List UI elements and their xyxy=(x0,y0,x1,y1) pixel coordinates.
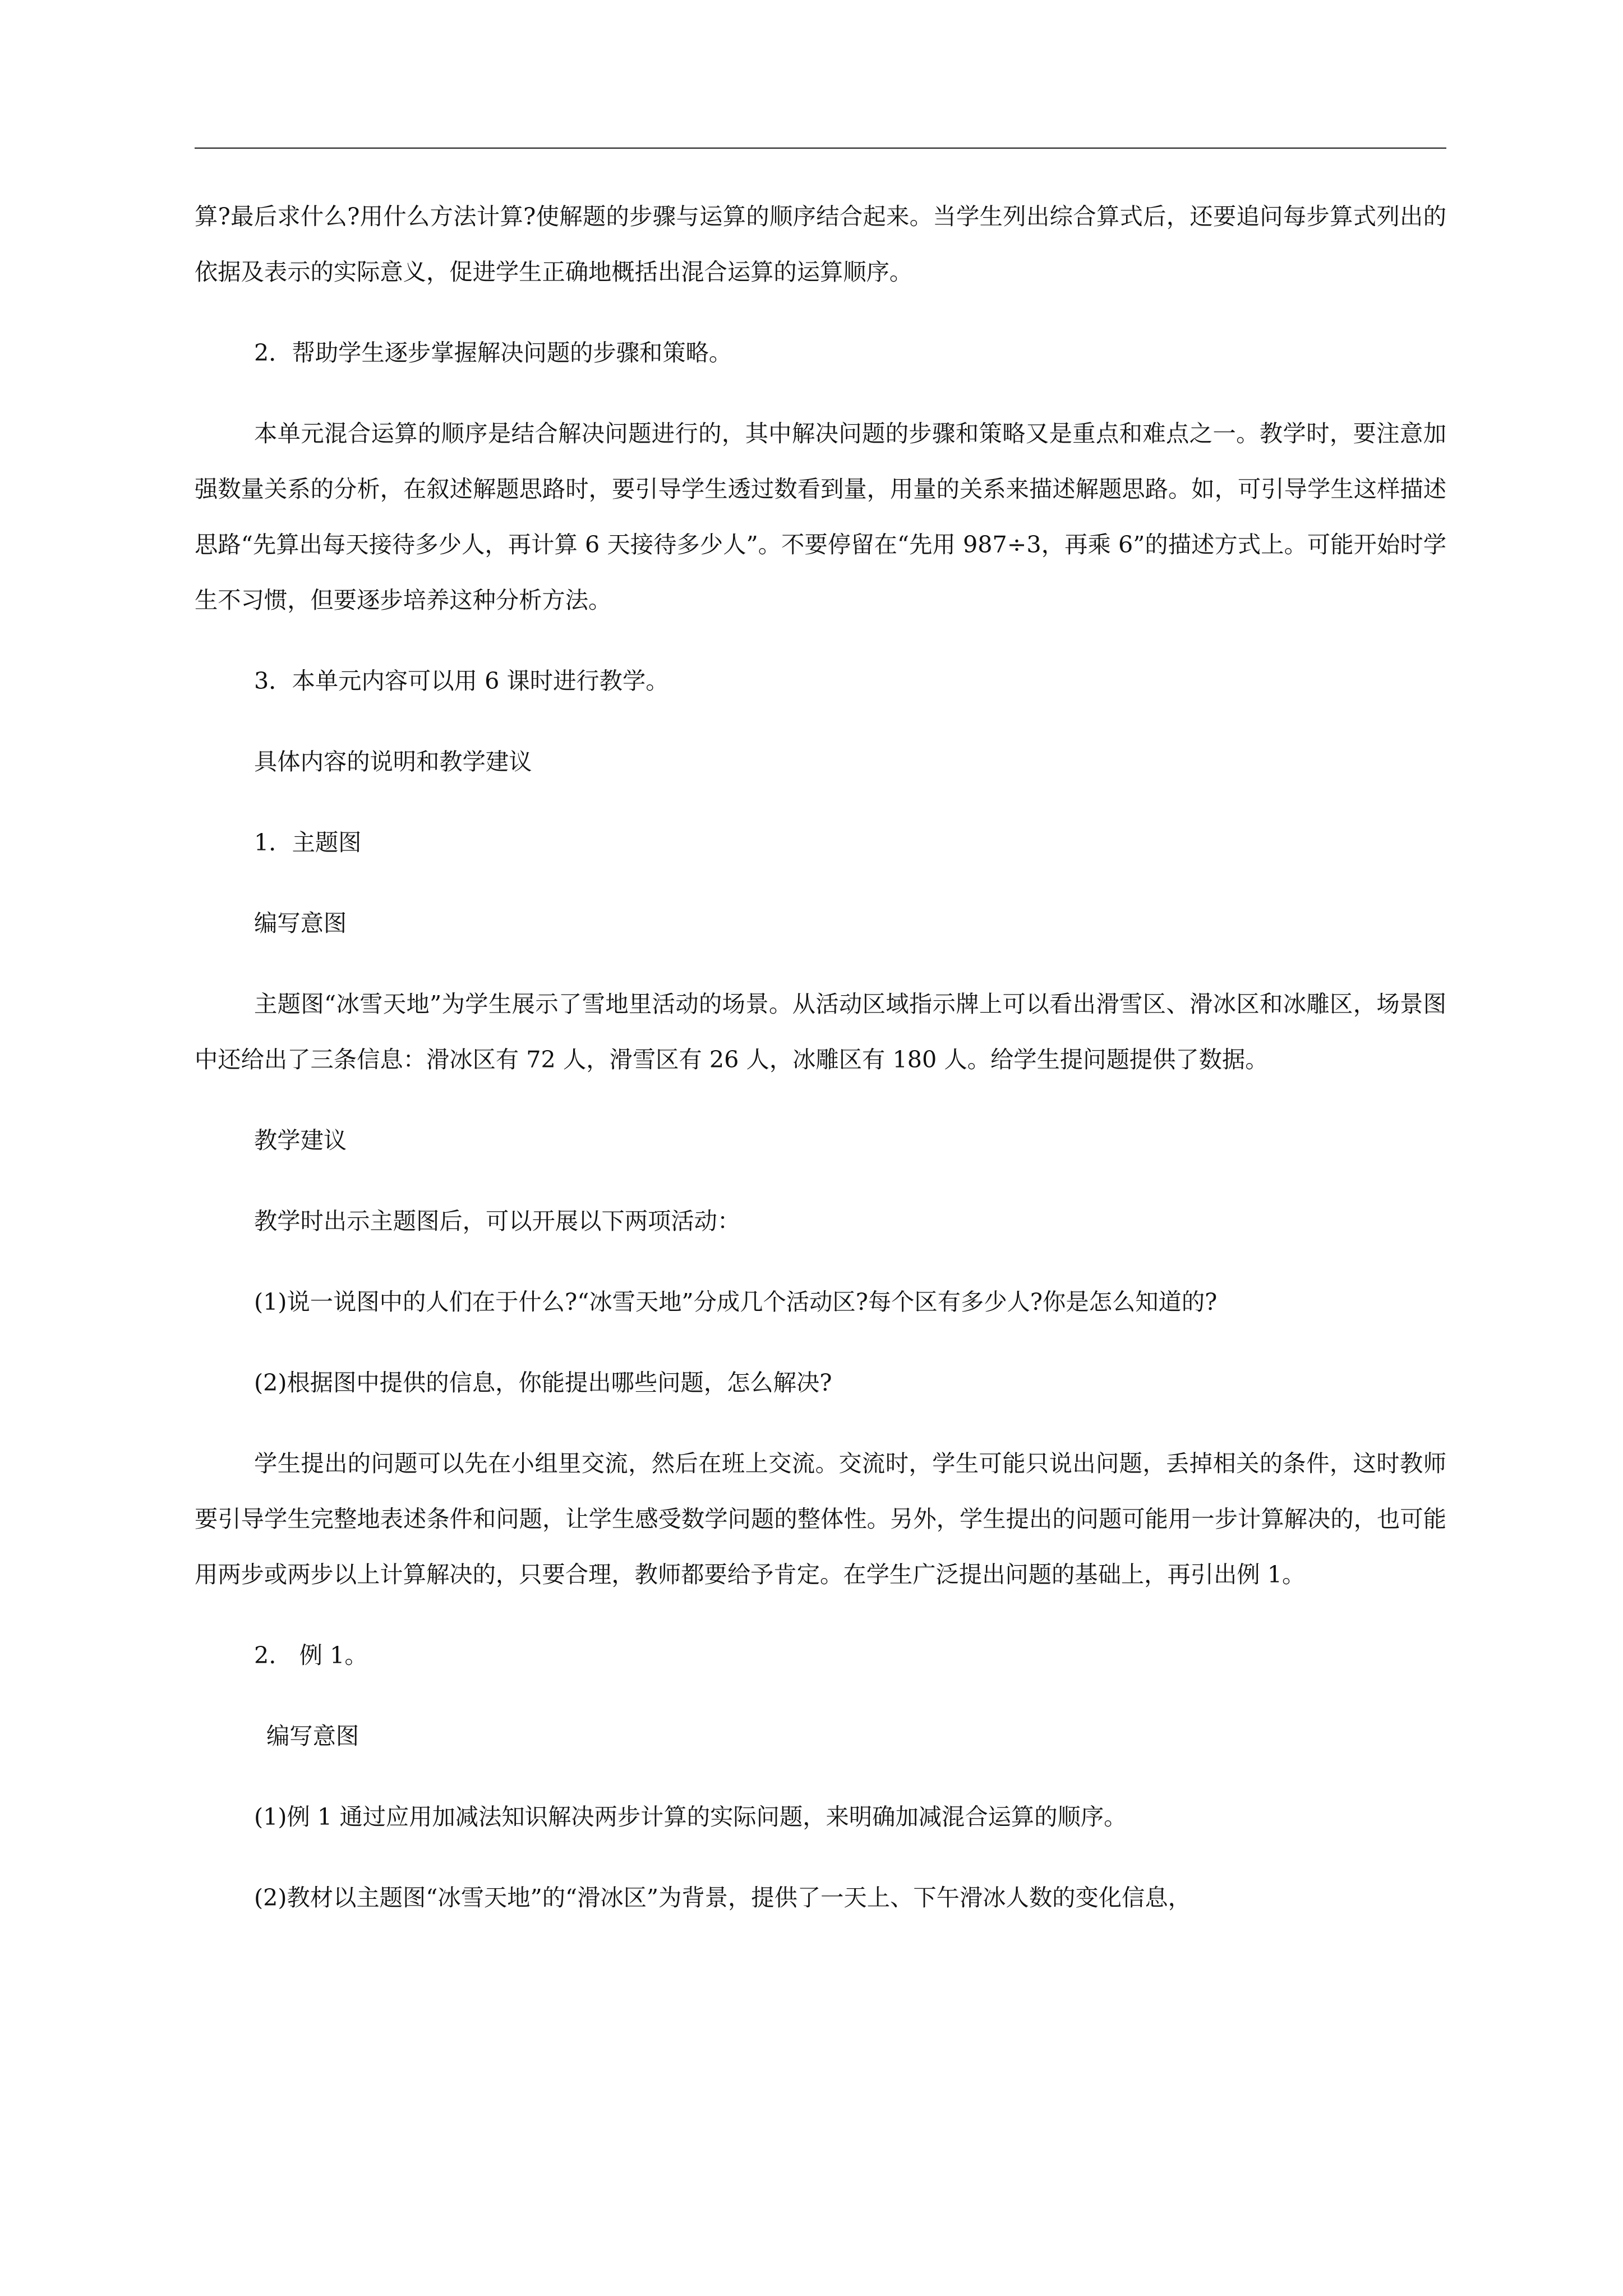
list-item: (2)根据图中提供的信息，你能提出哪些问题，怎么解决? xyxy=(254,1369,832,1396)
paragraph: 2．帮助学生逐步掌握解决问题的步骤和策略。 xyxy=(254,339,732,366)
section-heading: 具体内容的说明和教学建议 xyxy=(254,748,532,775)
paragraph: 3．本单元内容可以用 6 课时进行教学。 xyxy=(254,668,669,694)
section-heading: 1．主题图 xyxy=(254,829,362,856)
subsection-heading: 编写意图 xyxy=(254,910,347,937)
subsection-heading: 教学建议 xyxy=(254,1127,347,1154)
paragraph: 本单元混合运算的顺序是结合解决问题进行的，其中解决问题的步骤和策略又是重点和难点之一。教学时，要注意加强数量关系的分析，在叙述解题思路时，要引导学生透过数看到量，用量的关系来描述解题思路。如，可引导学生这样描述思路“先算出每天接待多少人，再计算 6 天接待多少人”。不要停留在“先用 987÷3，再乘 6”的描述方式上。可能开始时学生不习惯，但要逐步培养这种分析方法。 xyxy=(195,420,1446,614)
paragraph: 算?最后求什么?用什么方法计算?使解题的步骤与运算的顺序结合起来。当学生列出综合算式后，还要追问每步算式列出的依据及表示的实际意义，促进学生正确地概括出混合运算的运算顺序。 xyxy=(195,203,1446,286)
list-item: (1)例 1 通过应用加减法知识解决两步计算的实际问题，来明确加减混合运算的顺序。 xyxy=(254,1803,1127,1830)
subsection-heading: 编写意图 xyxy=(266,1723,359,1750)
document-body xyxy=(195,189,1446,1951)
header-rule xyxy=(195,148,1446,149)
list-item: (2)教材以主题图“冰雪天地”的“滑冰区”为背景，提供了一天上、下午滑冰人数的变化信息， xyxy=(254,1884,1191,1911)
list-item: (1)说一说图中的人们在于什么?“冰雪天地”分成几个活动区?每个区有多少人?你是怎么知道的? xyxy=(254,1289,1218,1315)
paragraph: 学生提出的问题可以先在小组里交流，然后在班上交流。交流时，学生可能只说出问题，丢掉相关的条件，这时教师要引导学生完整地表述条件和问题，让学生感受数学问题的整体性。另外，学生提出的问题可能用一步计算解决的，也可能用两步或两步以上计算解决的，只要合理，教师都要给予肯定。在学生广泛提出问题的基础上，再引出例 1。 xyxy=(195,1450,1446,1588)
section-heading: 2. 例 1。 xyxy=(254,1642,368,1669)
paragraph: 主题图“冰雪天地”为学生展示了雪地里活动的场景。从活动区域指示牌上可以看出滑雪区、滑冰区和冰雕区，场景图中还给出了三条信息：滑冰区有 72 人，滑雪区有 26 人，冰雕区有 180 人。给学生提问题提供了数据。 xyxy=(195,991,1446,1073)
paragraph: 教学时出示主题图后，可以开展以下两项活动： xyxy=(254,1208,741,1235)
